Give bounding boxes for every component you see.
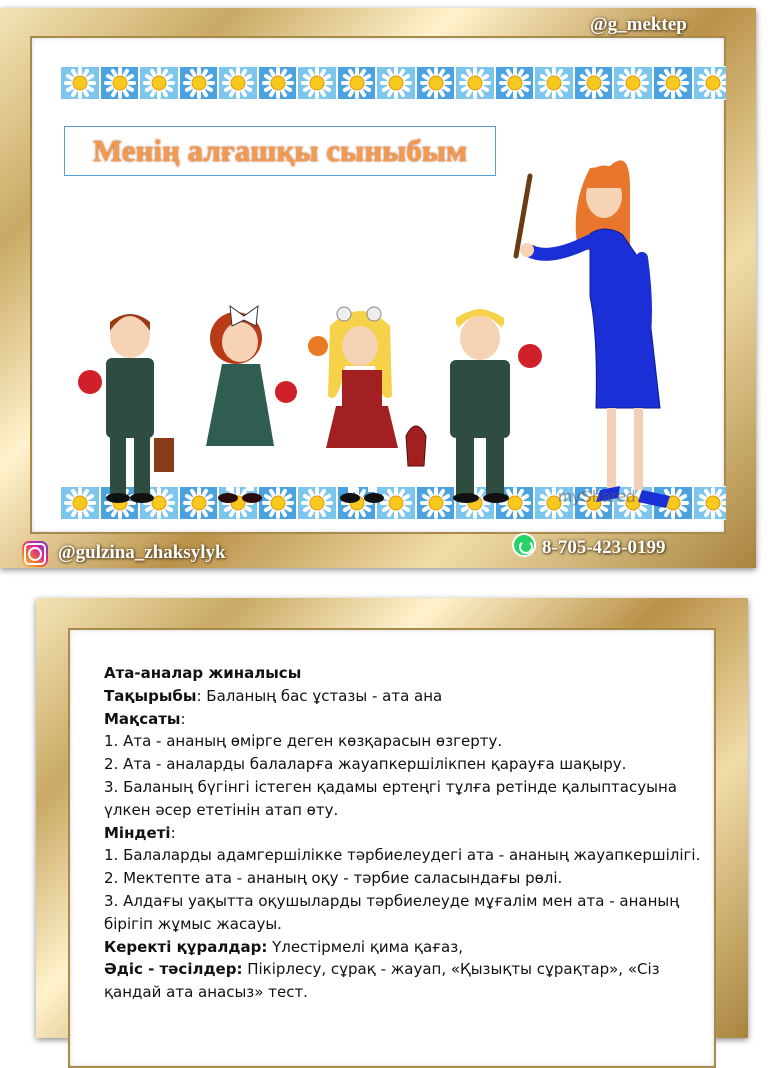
slide-title: Менің алғашқы сыныбым [64, 126, 496, 176]
goal-item: 3. Баланың бүгінгі істеген қадамы ертеңгі тұлға ретінде қалыптасуына үлкен әсер ететінін атап өту. [104, 777, 677, 819]
goals-colon: : [180, 709, 186, 728]
task-item: 1. Балаларды адамгершілікке тәрбиелеудегі ата - ананың жауапкершілігі. [104, 846, 701, 865]
tasks-label: Міндеті [104, 823, 171, 842]
whatsapp-icon [512, 533, 536, 557]
instagram-handle: @gulzina_zhaksylyk [58, 542, 226, 563]
slide-1-canvas [30, 36, 726, 534]
goals-label: Мақсаты [104, 709, 181, 728]
tools-label: Керекті құралдар: [104, 937, 268, 956]
slide-2-frame [36, 598, 748, 1038]
task-item: 2. Мектепте ата - ананың оқу - тәрбие саласындағы рөлі. [104, 869, 563, 888]
boy-1-figure [78, 314, 174, 503]
boy-2-figure [450, 309, 542, 503]
instagram-icon [22, 541, 48, 567]
phone-number: 8-705-423-0199 [542, 537, 666, 558]
tasks-colon: : [170, 823, 176, 842]
methods-label: Әдіс - тәсілдер: [104, 960, 243, 979]
topic-label: Тақырыбы [104, 686, 197, 705]
slide-2-canvas [68, 628, 716, 1068]
girl-1-figure [206, 306, 297, 503]
top-handle: @g_mektep [590, 14, 687, 35]
document-heading: Ата-аналар жиналысы [104, 664, 302, 682]
girl-2-figure [308, 307, 426, 503]
meeting-document [104, 662, 704, 1004]
slide-1-frame [0, 8, 756, 568]
classroom-illustration [30, 36, 726, 534]
teacher-figure [516, 160, 670, 508]
methods-text: Пікірлесу, сұрақ - жауап, «Қызықты сұрақтар», «Сіз қандай ата анасыз» тест. [104, 960, 660, 1002]
tools-text: Үлестірмелі қима қағаз, [267, 937, 463, 956]
task-item: 3. Алдағы уақытта оқушыларды тәрбиелеуде мұғалім мен ата - ананың бірігіп жұмыс жасауы. [104, 891, 680, 933]
goal-item: 2. Ата - аналарды балаларға жауапкершілікпен қарауға шақыру. [104, 755, 627, 774]
topic-text: : Баланың бас ұстазы - ата ана [196, 686, 443, 705]
goal-item: 1. Ата - ананың өмірге деген көзқарасын өзгерту. [104, 732, 503, 751]
watermark-text: myShared [558, 487, 636, 506]
